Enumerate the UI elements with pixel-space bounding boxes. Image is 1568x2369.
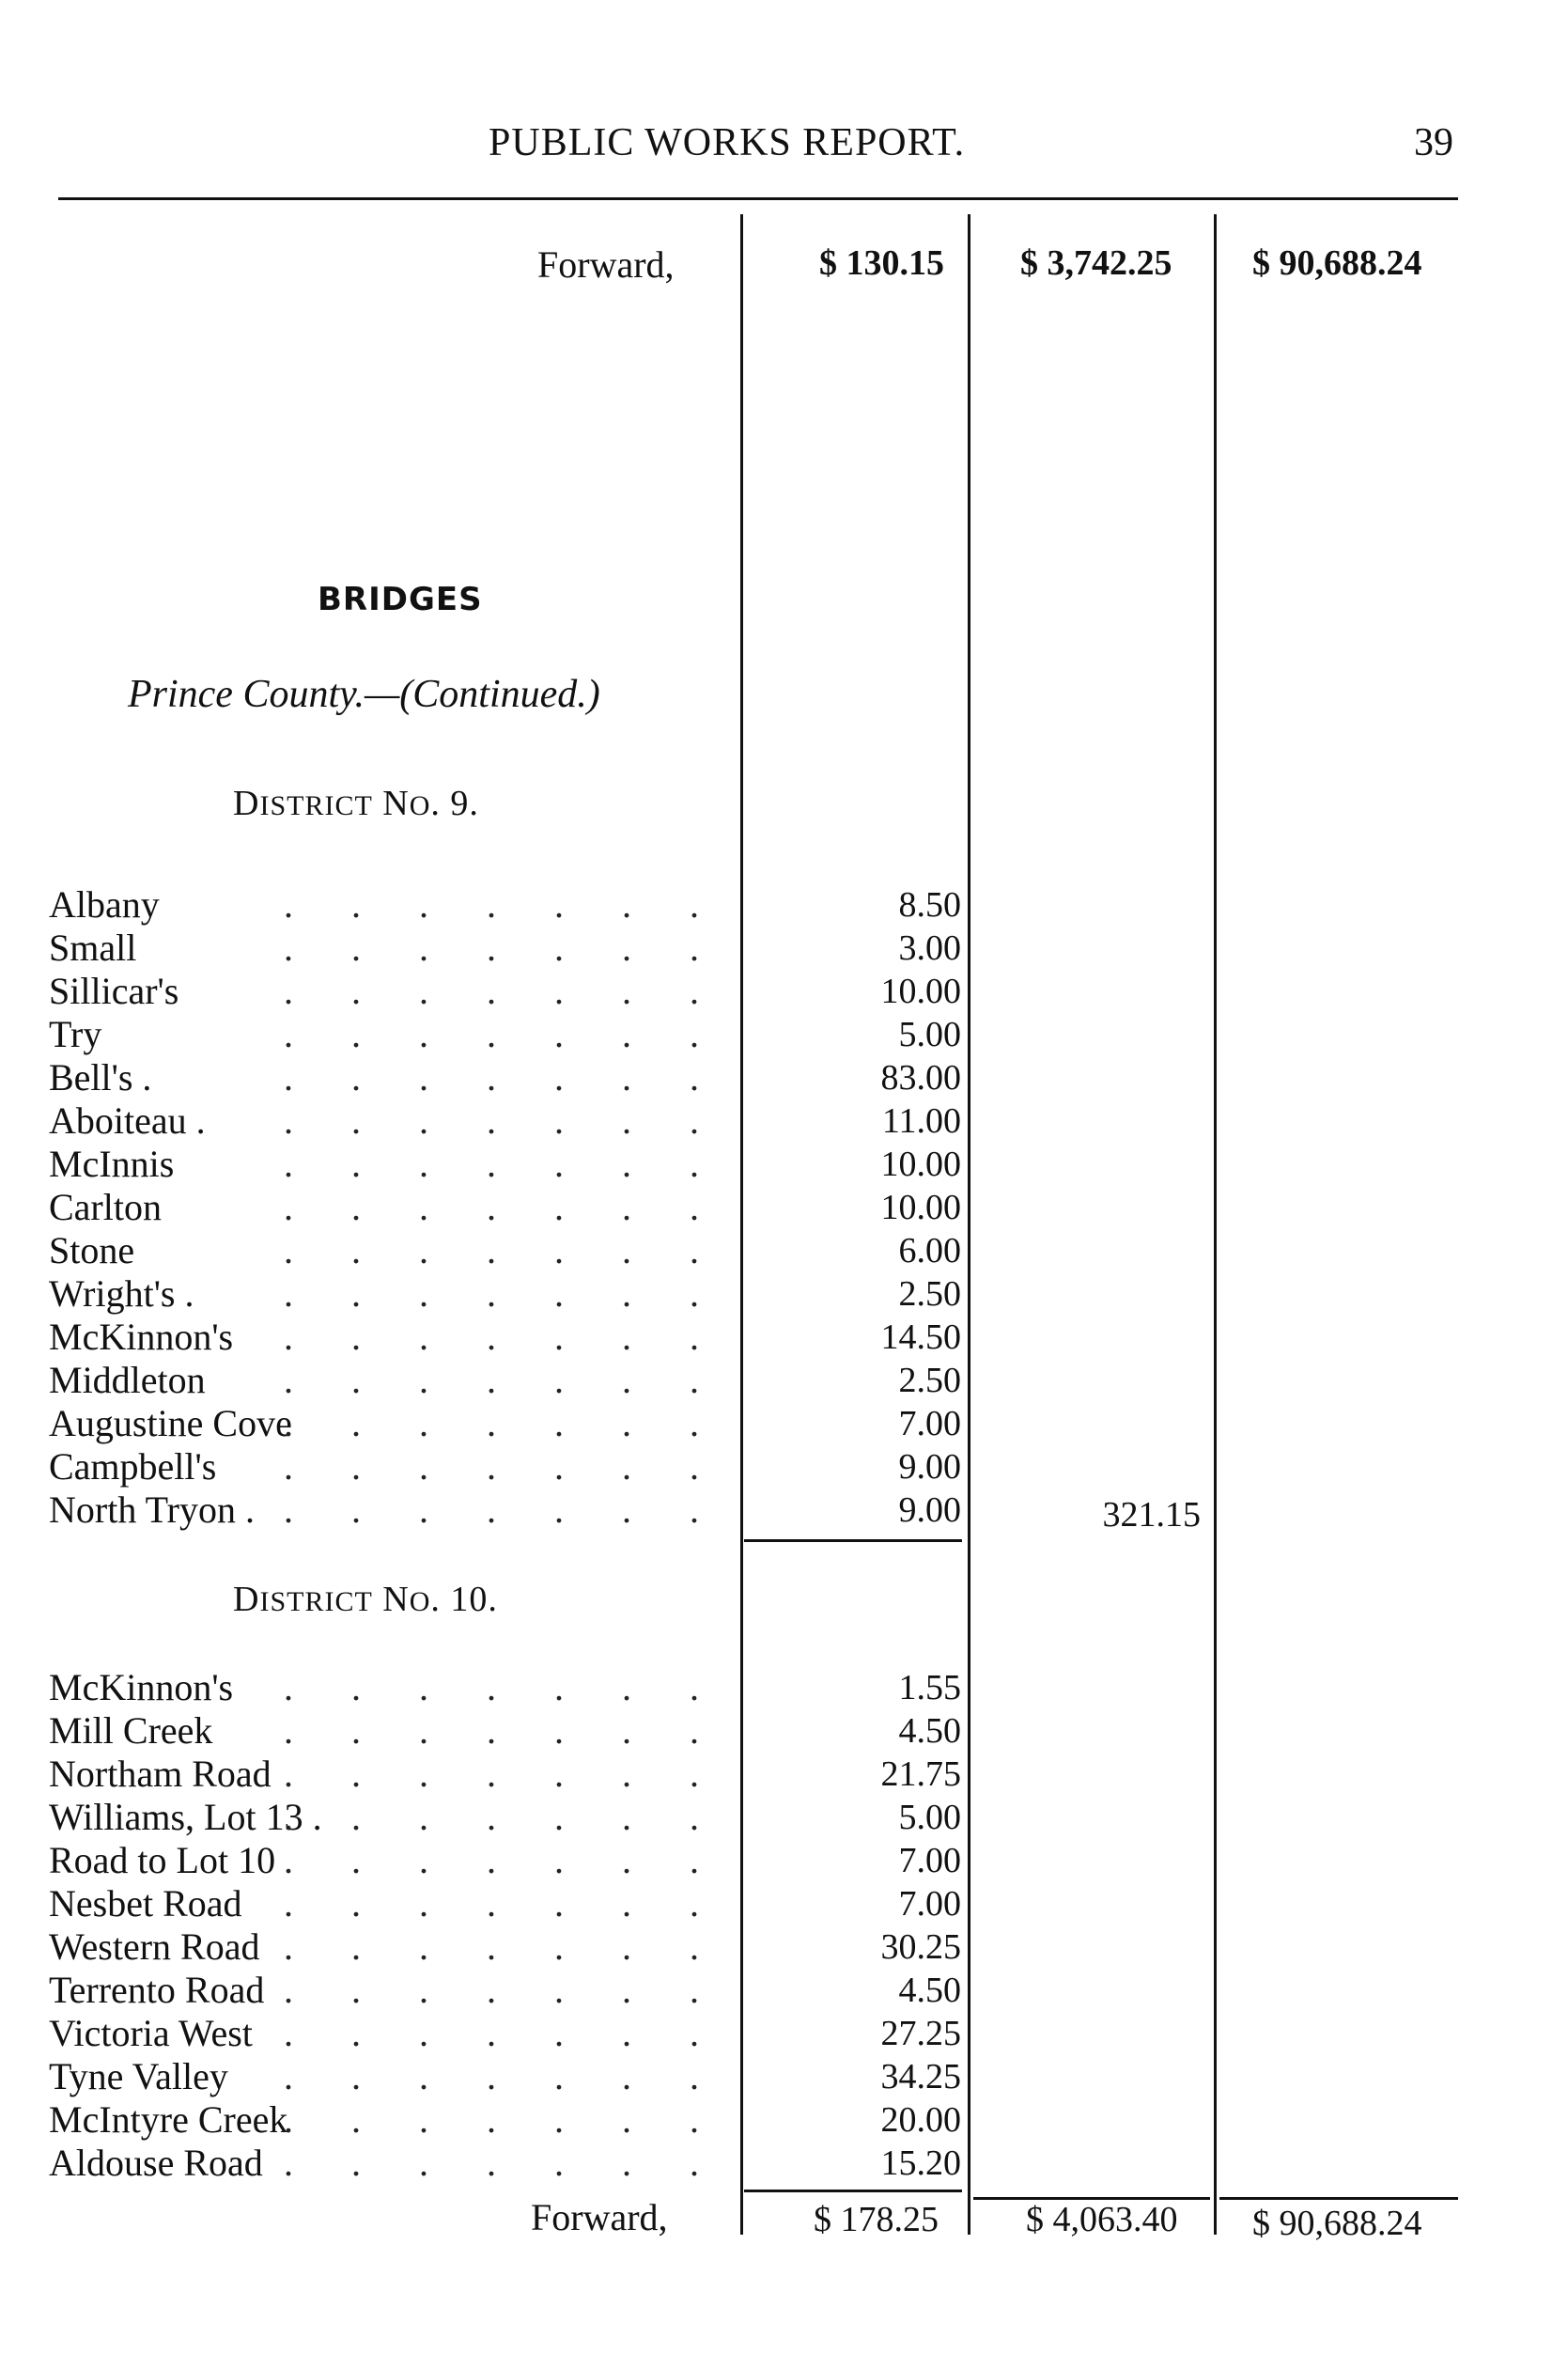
item-amount: 7.00 bbox=[898, 1841, 961, 1880]
item-amount: 21.75 bbox=[880, 1754, 961, 1794]
list-item bbox=[0, 970, 1568, 1013]
item-name: Carlton bbox=[49, 1186, 162, 1228]
page-number: 39 bbox=[1414, 121, 1453, 164]
leader-dots: . . . . . . . bbox=[284, 1359, 723, 1401]
forward-bottom-col2: $ 4,063.40 bbox=[1026, 2200, 1178, 2239]
item-amount: 2.50 bbox=[898, 1274, 961, 1314]
section-title: BRIDGES bbox=[318, 581, 483, 618]
district-9-prefix: D bbox=[233, 784, 260, 823]
forward-top-col3: $ 90,688.24 bbox=[1252, 243, 1422, 283]
item-amount: 9.00 bbox=[898, 1490, 961, 1530]
leader-dots: . . . . . . . bbox=[284, 1488, 723, 1531]
district-9-sc2: O bbox=[409, 790, 431, 821]
leader-dots: . . . . . . . bbox=[284, 1316, 723, 1358]
list-item bbox=[0, 927, 1568, 970]
item-amount: 5.00 bbox=[898, 1015, 961, 1054]
district-10-mid: N bbox=[372, 1580, 410, 1619]
leader-dots: . . . . . . . bbox=[284, 2012, 723, 2054]
header-rule bbox=[58, 197, 1458, 200]
item-amount: 30.25 bbox=[880, 1927, 961, 1967]
item-amount: 8.50 bbox=[898, 885, 961, 925]
list-item bbox=[0, 1229, 1568, 1272]
item-name: North Tryon . bbox=[49, 1488, 255, 1531]
leader-dots: . . . . . . . bbox=[284, 1666, 723, 1708]
item-amount: 5.00 bbox=[898, 1798, 961, 1837]
bottom-rule-col1 bbox=[744, 2190, 962, 2192]
item-amount: 6.00 bbox=[898, 1231, 961, 1270]
item-name: Aboiteau . bbox=[49, 1099, 206, 1142]
item-name: Western Road bbox=[49, 1925, 260, 1968]
list-item bbox=[0, 1709, 1568, 1753]
leader-dots: . . . . . . . bbox=[284, 927, 723, 969]
list-item bbox=[0, 1272, 1568, 1316]
leader-dots: . . . . . . . bbox=[284, 1143, 723, 1185]
district-9-mid: N bbox=[372, 784, 410, 823]
district-9-total: 321.15 bbox=[1102, 1495, 1201, 1535]
forward-bottom-col3: $ 90,688.24 bbox=[1252, 2204, 1422, 2243]
district-9-heading bbox=[233, 783, 479, 824]
item-amount: 11.00 bbox=[881, 1101, 961, 1141]
list-item bbox=[0, 1316, 1568, 1359]
leader-dots: . . . . . . . bbox=[284, 1445, 723, 1488]
forward-label-bottom: Forward, bbox=[531, 2196, 668, 2238]
list-item bbox=[0, 1359, 1568, 1402]
item-name: McInnis bbox=[49, 1143, 175, 1185]
item-amount: 15.20 bbox=[880, 2143, 961, 2183]
forward-top-col2: $ 3,742.25 bbox=[1020, 243, 1172, 283]
list-item bbox=[0, 1402, 1568, 1445]
leader-dots: . . . . . . . bbox=[284, 1099, 723, 1142]
list-item bbox=[0, 1882, 1568, 1925]
list-item bbox=[0, 1969, 1568, 2012]
list-item bbox=[0, 1839, 1568, 1882]
leader-dots: . . . . . . . bbox=[284, 2055, 723, 2097]
forward-top-col1: $ 130.15 bbox=[819, 243, 944, 283]
leader-dots: . . . . . . . bbox=[284, 1796, 723, 1838]
forward-bottom-col1: $ 178.25 bbox=[814, 2200, 939, 2239]
leader-dots: . . . . . . . bbox=[284, 1013, 723, 1055]
item-name: Middleton bbox=[49, 1359, 206, 1401]
item-amount: 20.00 bbox=[880, 2100, 961, 2140]
leader-dots: . . . . . . . bbox=[284, 1229, 723, 1271]
leader-dots: . . . . . . . bbox=[284, 1925, 723, 1968]
leader-dots: . . . . . . . bbox=[284, 2142, 723, 2184]
item-name: Victoria West bbox=[49, 2012, 253, 2054]
item-name: Road to Lot 10 bbox=[49, 1839, 276, 1881]
item-name: Augustine Cove bbox=[49, 1402, 292, 1444]
list-item bbox=[0, 1056, 1568, 1099]
item-amount: 2.50 bbox=[898, 1361, 961, 1400]
leader-dots: . . . . . . . bbox=[284, 1969, 723, 2011]
list-item bbox=[0, 1099, 1568, 1143]
item-name: Aldouse Road bbox=[49, 2142, 263, 2184]
leader-dots: . . . . . . . bbox=[284, 1839, 723, 1881]
item-name: Terrento Road bbox=[49, 1969, 265, 2011]
item-name: Sillicar's bbox=[49, 970, 179, 1012]
item-amount: 83.00 bbox=[880, 1058, 961, 1098]
item-name: Stone bbox=[49, 1229, 135, 1271]
list-item bbox=[0, 1488, 1568, 1532]
district-9-subtotal-rule bbox=[744, 1539, 962, 1542]
item-name: Albany bbox=[49, 883, 160, 926]
list-item bbox=[0, 1445, 1568, 1488]
item-amount: 14.50 bbox=[880, 1317, 961, 1357]
item-name: Small bbox=[49, 927, 137, 969]
leader-dots: . . . . . . . bbox=[284, 1882, 723, 1925]
item-amount: 4.50 bbox=[898, 1971, 961, 2010]
list-item bbox=[0, 1925, 1568, 1969]
item-amount: 27.25 bbox=[880, 2014, 961, 2053]
leader-dots: . . . . . . . bbox=[284, 1056, 723, 1099]
list-item bbox=[0, 1013, 1568, 1056]
item-name: Bell's . bbox=[49, 1056, 152, 1099]
item-name: McKinnon's bbox=[49, 1666, 234, 1708]
leader-dots: . . . . . . . bbox=[284, 970, 723, 1012]
bottom-rule-col3 bbox=[1219, 2197, 1458, 2200]
item-amount: 3.00 bbox=[898, 928, 961, 968]
district-9-num: . 9. bbox=[430, 784, 479, 823]
item-amount: 4.50 bbox=[898, 1711, 961, 1751]
item-amount: 9.00 bbox=[898, 1447, 961, 1487]
list-item bbox=[0, 1186, 1568, 1229]
leader-dots: . . . . . . . bbox=[284, 1186, 723, 1228]
list-item bbox=[0, 1753, 1568, 1796]
forward-label-top: Forward, bbox=[537, 243, 675, 286]
list-item bbox=[0, 1143, 1568, 1186]
leader-dots: . . . . . . . bbox=[284, 883, 723, 926]
item-amount: 10.00 bbox=[880, 1145, 961, 1184]
item-name: Mill Creek bbox=[49, 1709, 213, 1752]
item-amount: 10.00 bbox=[880, 1188, 961, 1227]
list-item bbox=[0, 2055, 1568, 2098]
district-9-sc: ISTRICT bbox=[259, 790, 373, 821]
item-name: McIntyre Creek bbox=[49, 2098, 288, 2141]
list-item bbox=[0, 883, 1568, 927]
page-header-title: PUBLIC WORKS REPORT. bbox=[489, 121, 966, 164]
district-10-prefix: D bbox=[233, 1580, 260, 1619]
district-10-sc2: O bbox=[409, 1586, 431, 1617]
item-name: Try bbox=[49, 1013, 102, 1055]
section-subtitle: Prince County.—(Continued.) bbox=[128, 673, 600, 716]
list-item bbox=[0, 2142, 1568, 2185]
list-item bbox=[0, 1796, 1568, 1839]
item-name: Wright's . bbox=[49, 1272, 194, 1315]
leader-dots: . . . . . . . bbox=[284, 1272, 723, 1315]
leader-dots: . . . . . . . bbox=[284, 1753, 723, 1795]
item-name: Campbell's bbox=[49, 1445, 217, 1488]
item-amount: 10.00 bbox=[880, 972, 961, 1011]
district-10-num: . 10. bbox=[430, 1580, 498, 1619]
leader-dots: . . . . . . . bbox=[284, 1402, 723, 1444]
district-10-heading bbox=[233, 1579, 498, 1620]
leader-dots: . . . . . . . bbox=[284, 2098, 723, 2141]
item-name: Williams, Lot 13 . bbox=[49, 1796, 322, 1838]
item-name: Tyne Valley bbox=[49, 2055, 228, 2097]
item-name: Nesbet Road bbox=[49, 1882, 242, 1925]
item-amount: 7.00 bbox=[898, 1404, 961, 1443]
item-name: McKinnon's bbox=[49, 1316, 234, 1358]
item-amount: 34.25 bbox=[880, 2057, 961, 2096]
leader-dots: . . . . . . . bbox=[284, 1709, 723, 1752]
item-amount: 7.00 bbox=[898, 1884, 961, 1924]
item-name: Northam Road bbox=[49, 1753, 272, 1795]
item-amount: 1.55 bbox=[898, 1668, 961, 1707]
list-item bbox=[0, 2098, 1568, 2142]
list-item bbox=[0, 1666, 1568, 1709]
district-10-sc: ISTRICT bbox=[259, 1586, 373, 1617]
list-item bbox=[0, 2012, 1568, 2055]
